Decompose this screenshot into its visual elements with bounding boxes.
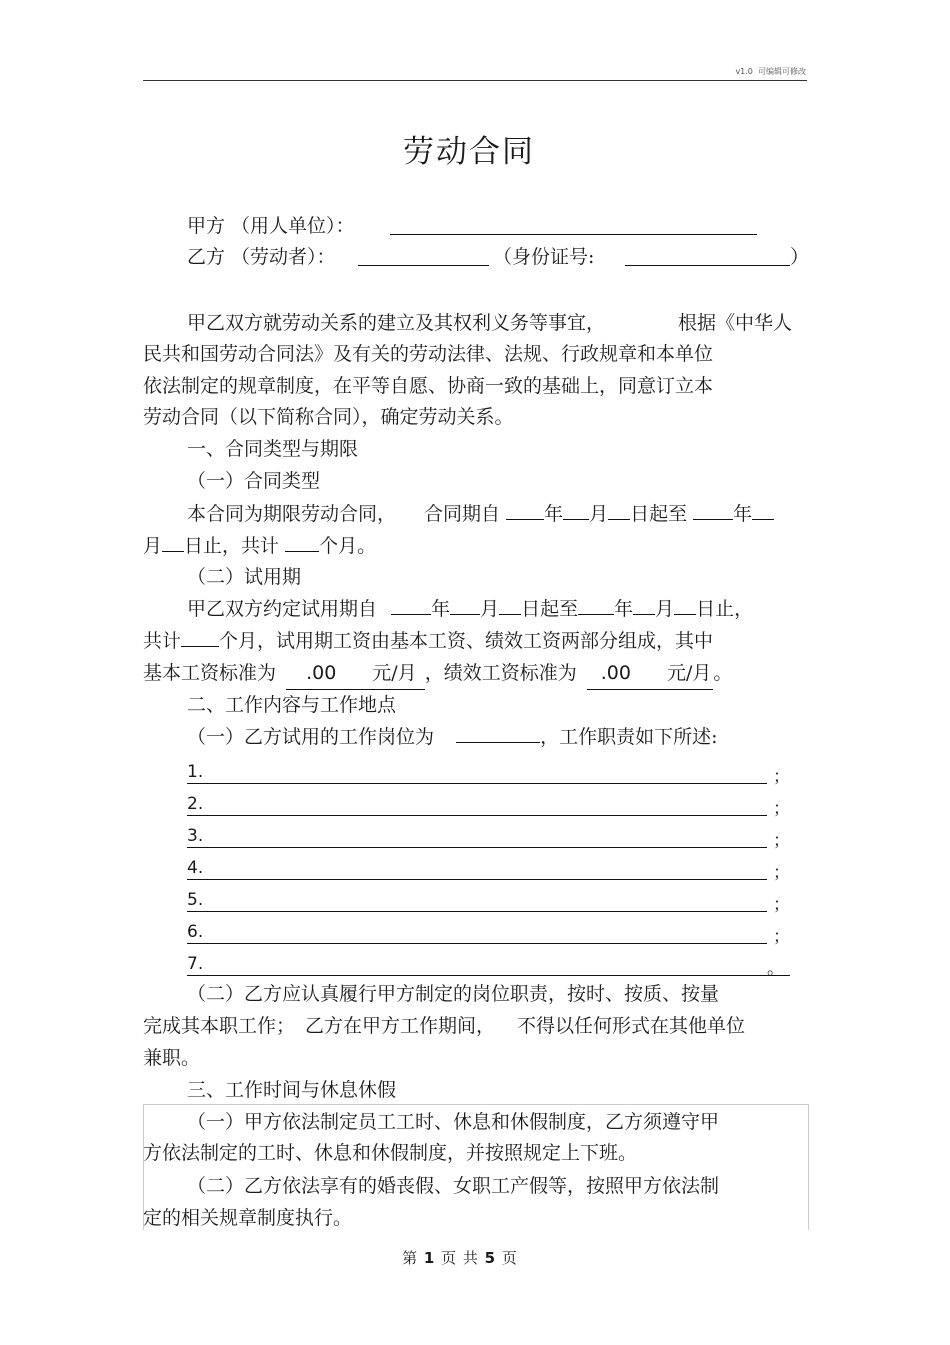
- section3-sub2-line-1: （二）乙方依法享有的婚丧假、女职工产假等，按照甲方依法制: [187, 1175, 720, 1197]
- section2-heading: 二、工作内容与工作地点: [187, 694, 397, 716]
- section2-sub2-line-3: 兼职。: [143, 1047, 201, 1069]
- term-start-year-field[interactable]: [506, 501, 544, 520]
- probation-end-year-field[interactable]: [578, 596, 614, 615]
- preamble-line-1b: 根据《中华人: [678, 312, 793, 334]
- contract-term-line-2: 月 日止，共计 个月。: [143, 535, 377, 557]
- id-number-field[interactable]: [625, 247, 790, 266]
- probation-end-day-field[interactable]: [674, 596, 696, 615]
- section1-sub2: （二）试用期: [187, 566, 302, 588]
- duty-semicolon-1: ；: [773, 767, 790, 787]
- performance-salary-field[interactable]: .00 元/月: [587, 657, 714, 690]
- duty-line-6[interactable]: 6.: [187, 919, 767, 944]
- id-close: ）: [790, 246, 810, 268]
- party-a-field[interactable]: [390, 216, 757, 235]
- document-title: 劳动合同: [403, 134, 535, 170]
- section2-sub1: （一）乙方试用的工作岗位为 ，工作职责如下所述:: [187, 726, 718, 748]
- party-b-label: 乙方 （劳动者）：: [187, 246, 336, 268]
- duty-semicolon-4: ；: [773, 863, 790, 883]
- job-position-field[interactable]: [456, 724, 540, 743]
- id-label: （身份证号:: [493, 246, 595, 268]
- duty-line-7[interactable]: 7.: [187, 951, 790, 976]
- probation-start-day-field[interactable]: [499, 596, 521, 615]
- probation-months-field[interactable]: [181, 628, 219, 647]
- section3-sub2-line-2: 定的相关规章制度执行。: [143, 1207, 353, 1229]
- duty-line-4[interactable]: 4.: [187, 855, 767, 880]
- probation-start-month-field[interactable]: [450, 596, 480, 615]
- preamble-line-3: 依法制定的规章制度，在平等自愿、协商一致的基础上，同意订立本: [143, 375, 714, 397]
- duty-semicolon-2: ；: [773, 799, 790, 819]
- probation-salary-line: 基本工资标准为 .00 元/月 ，绩效工资标准为 .00 元/月 。: [143, 657, 732, 690]
- party-a-row: [187, 210, 355, 242]
- probation-line-2: 共计 个月，试用期工资由基本工资、绩效工资两部分组成，其中: [143, 630, 714, 652]
- editable-label: 可编辑可修改: [758, 67, 806, 76]
- term-end-year-field[interactable]: [693, 501, 733, 520]
- contract-term-line-1: 本合同为期限劳动合同， 合同期自 年 月 日起至 年: [187, 498, 774, 530]
- duty-semicolon-3: ；: [773, 831, 790, 851]
- term-start-month-field[interactable]: [563, 501, 589, 520]
- probation-end-month-field[interactable]: [633, 596, 655, 615]
- term-start-day-field[interactable]: [608, 501, 630, 520]
- duty-line-1[interactable]: 1.: [187, 759, 767, 784]
- version-label: v1.0: [735, 67, 753, 76]
- section2-sub2-line-1: （二）乙方应认真履行甲方制定的岗位职责，按时、按质、按量: [187, 983, 720, 1005]
- header-note: [735, 66, 806, 77]
- probation-start-year-field[interactable]: [391, 596, 431, 615]
- duty-line-5[interactable]: 5.: [187, 887, 767, 912]
- term-end-day-field[interactable]: [162, 533, 184, 552]
- preamble-line-1a: 甲乙双方就劳动关系的建立及其权利义务等事宜，: [187, 312, 606, 334]
- duty-line-2[interactable]: 2.: [187, 791, 767, 816]
- page-footer: 第 1 页 共 5 页: [402, 1249, 518, 1267]
- duty-line-3[interactable]: 3.: [187, 823, 767, 848]
- section3-sub1-line-1: （一）甲方依法制定员工工时、休息和休假制度，乙方须遵守甲: [187, 1111, 720, 1133]
- current-page-number: 1: [423, 1249, 436, 1267]
- preamble-line-2: 民共和国劳动合同法》及有关的劳动法律、法规、行政规章和本单位: [143, 343, 714, 365]
- header-rule: [143, 80, 807, 81]
- party-a-label: 甲方 （用人单位）：: [187, 215, 355, 237]
- section2-sub2-line-2: 完成其本职工作； 乙方在甲方工作期间， 不得以任何形式在其他单位: [143, 1015, 746, 1037]
- duty-semicolon-5: ；: [773, 895, 790, 915]
- term-end-month-field-a[interactable]: [752, 501, 774, 520]
- total-page-number: 5: [484, 1249, 497, 1267]
- preamble-line-4: 劳动合同（以下简称合同），确定劳动关系。: [143, 406, 514, 428]
- duty-semicolon-6: ；: [773, 927, 790, 947]
- basic-salary-field[interactable]: .00 元/月: [286, 657, 425, 690]
- term-total-months-field[interactable]: [285, 533, 319, 552]
- section3-sub1-line-2: 方依法制定的工时、休息和休假制度，并按照规定上下班。: [143, 1142, 638, 1164]
- section3-heading: 三、工作时间与休息休假: [187, 1079, 397, 1101]
- section1-heading: 一、合同类型与期限: [187, 438, 359, 460]
- duty-period-7: 。: [767, 959, 784, 979]
- party-b-field[interactable]: [358, 247, 489, 266]
- section1-sub1: （一）合同类型: [187, 470, 321, 492]
- probation-line-1: 甲乙双方约定试用期自 年 月 日起至 年 月 日止，: [187, 598, 754, 620]
